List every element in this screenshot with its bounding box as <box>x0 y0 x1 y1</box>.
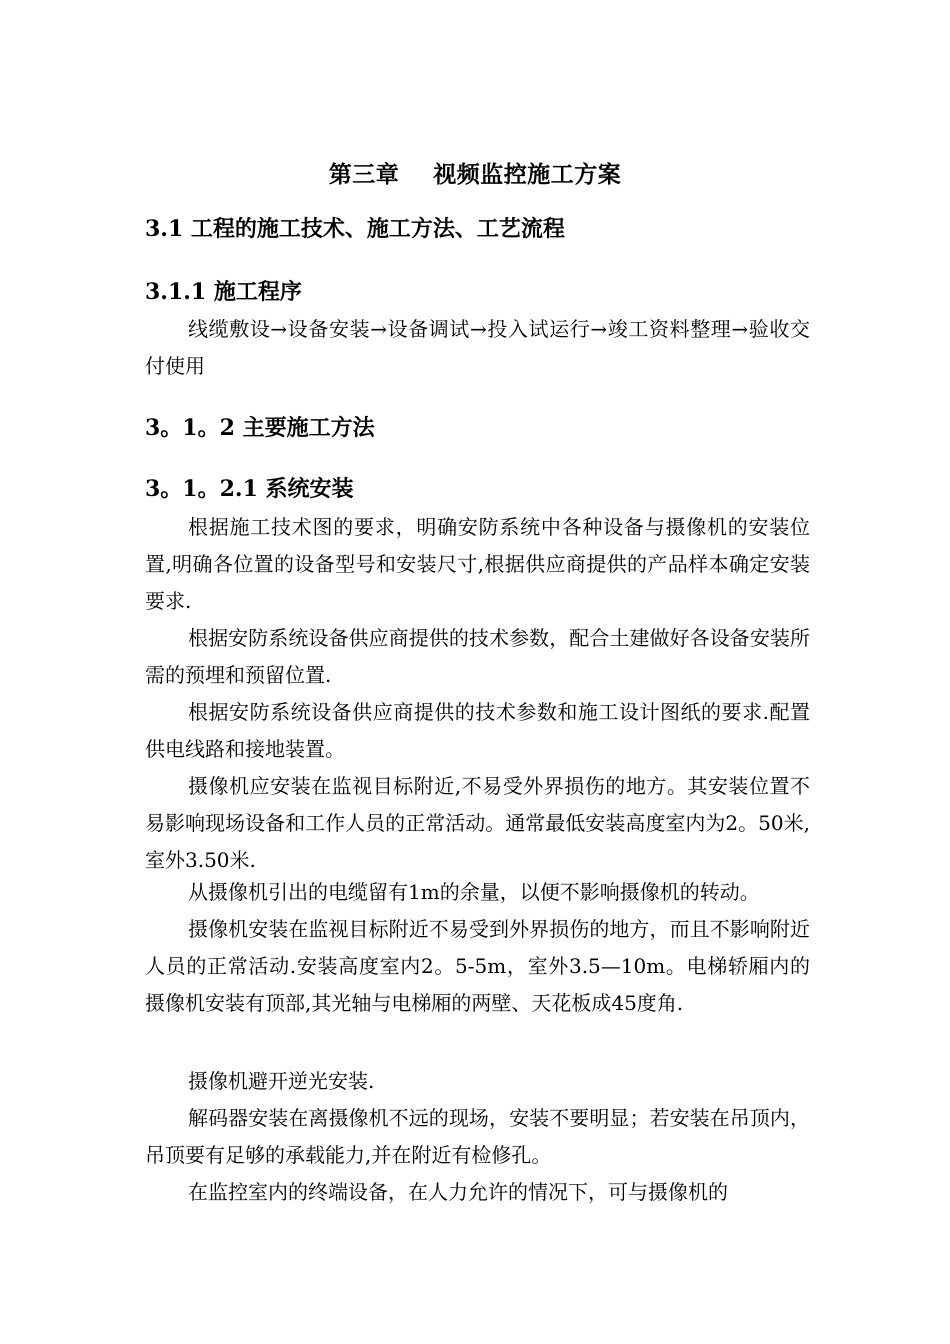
section-heading-3-1-2-1: 3。1。2.1 系统安装 <box>145 476 354 502</box>
paragraph-power-grounding: 根据安防系统设备供应商提供的技术参数和施工设计图纸的要求.配置供电线路和接地装置。 <box>145 700 810 761</box>
section-heading-3-1-2: 3。1。2 主要施工方法 <box>145 415 375 441</box>
paragraph-terminal-equipment: 在监控室内的终端设备，在人力允许的情况下，可与摄像机的 <box>188 1180 728 1204</box>
paragraph-embedded-positions: 根据安防系统设备供应商提供的技术参数，配合土建做好各设备安装所需的预埋和预留位置. <box>145 626 810 687</box>
paragraph-decoder-install: 解码器安装在离摄像机不远的现场，安装不要明显；若安装在吊顶内，吊顶要有足够的承载能力,并在附近有检修孔。 <box>145 1106 810 1167</box>
chapter-title: 第三章 视频监控施工方案 <box>328 161 622 188</box>
paragraph-avoid-backlight: 摄像机避开逆光安装. <box>188 1069 375 1093</box>
paragraph-cable-slack: 从摄像机引出的电缆留有1m的余量，以便不影响摄像机的转动。 <box>188 880 760 904</box>
section-heading-3-1: 3.1 工程的施工技术、施工方法、工艺流程 <box>145 216 565 242</box>
paragraph-camera-location: 摄像机应安装在监视目标附近,不易受外界损伤的地方。其安装位置不易影响现场设备和工作人员的正常活动。通常最低安装高度室内为2。50米,室外3.50米. <box>145 774 810 872</box>
paragraph-procedure: 线缆敷设→设备安装→设备调试→投入试运行→竣工资料整理→验收交付使用 <box>145 317 810 378</box>
paragraph-install-positions: 根据施工技术图的要求，明确安防系统中各种设备与摄像机的安装位置,明确各位置的设备型号和安装尺寸,根据供应商提供的产品样本确定安装要求. <box>145 515 810 613</box>
section-heading-3-1-1: 3.1.1 施工程序 <box>145 279 302 305</box>
paragraph-camera-height: 摄像机安装在监视目标附近不易受到外界损伤的地方，而且不影响附近人员的正常活动.安装高度室内2。5-5m，室外3.5—10m。电梯轿厢内的摄像机安装有顶部,其光轴与电梯厢的两壁、天花板成45度角. <box>145 917 810 1015</box>
